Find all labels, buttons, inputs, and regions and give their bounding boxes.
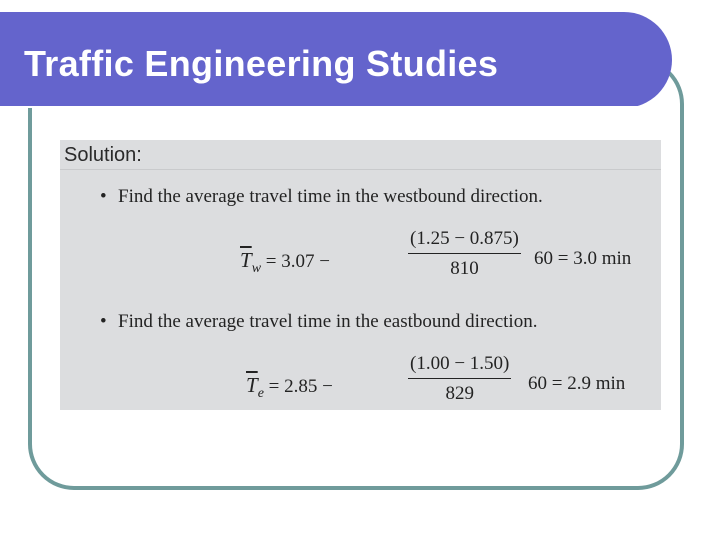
- tw-subscript: w: [251, 261, 262, 276]
- tw-symbol: $\overline{T}$: [240, 248, 252, 272]
- te-symbol: $\overline{T}$: [246, 373, 258, 397]
- slide-title: Traffic Engineering Studies: [24, 43, 499, 84]
- te-subscript: e: [257, 386, 264, 401]
- solution-label: Solution:: [64, 144, 142, 166]
- fraction-denominator: 829: [445, 383, 474, 404]
- equation-westbound-lhs: [240, 248, 330, 277]
- fraction-numerator: (1.00 − 1.50): [410, 353, 510, 374]
- solution-panel: [60, 140, 661, 410]
- bullet-eastbound-text: Find the average travel time in the eastbound direction.: [118, 311, 538, 332]
- bullet-westbound-text: Find the average travel time in the westbound direction.: [118, 186, 543, 207]
- equation-eastbound-prefix: = 2.85 −: [268, 376, 333, 397]
- title-underline: [0, 106, 638, 108]
- fraction-bar: [408, 253, 521, 254]
- bullet-eastbound: [100, 311, 537, 333]
- fraction-denominator: 810: [450, 258, 479, 279]
- solution-divider: [60, 169, 661, 170]
- title-banner: [0, 12, 672, 108]
- fraction-bar: [408, 378, 511, 379]
- equation-eastbound-result: 60 = 2.9 min: [528, 373, 626, 394]
- equation-eastbound-lhs: [246, 373, 333, 402]
- equation-westbound-fraction: [408, 228, 521, 280]
- equation-westbound-result: 60 = 3.0 min: [534, 248, 632, 269]
- bullet-dot-icon: •: [100, 186, 107, 207]
- equation-westbound-prefix: = 3.07 −: [265, 251, 330, 272]
- equation-eastbound-fraction: [408, 353, 511, 405]
- bullet-westbound: [100, 186, 543, 208]
- fraction-numerator: (1.25 − 0.875): [410, 228, 519, 249]
- bullet-dot-icon: •: [100, 311, 107, 332]
